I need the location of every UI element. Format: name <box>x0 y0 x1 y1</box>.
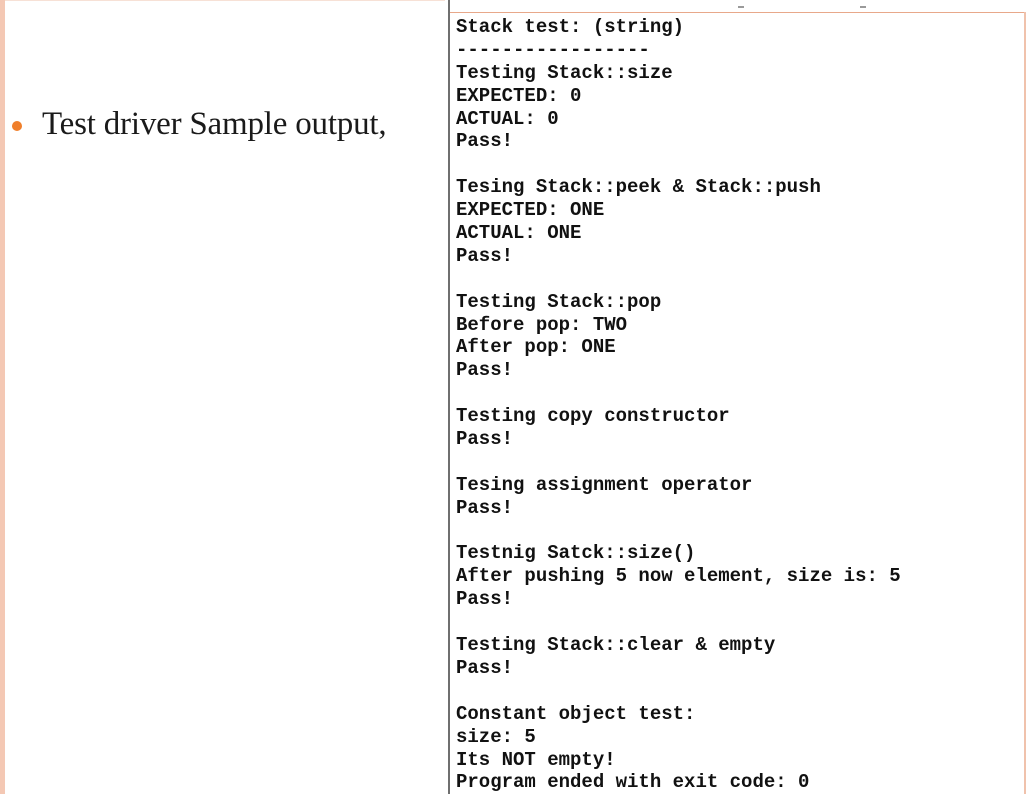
console-window-top-edge <box>450 12 1026 13</box>
console-line: Pass! <box>456 656 514 679</box>
console-line <box>456 153 901 176</box>
console-line: ACTUAL: 0 <box>456 107 559 130</box>
console-line: Program ended with exit code: 0 <box>456 771 810 794</box>
bullet-item <box>12 106 386 143</box>
console-line <box>456 611 901 634</box>
bullet-dot-icon <box>12 121 22 131</box>
console-line <box>456 680 901 703</box>
console-line: Tesing Stack::peek & Stack::push <box>456 176 821 199</box>
console-line: Pass! <box>456 496 514 519</box>
console-line: Pass! <box>456 428 514 451</box>
console-line <box>456 268 901 291</box>
console-line: size: 5 <box>456 725 536 748</box>
console-line: Pass! <box>456 130 514 153</box>
console-window-edge-mark <box>860 6 866 8</box>
console-line <box>456 382 901 405</box>
console-line: After pushing 5 now element, size is: 5 <box>456 565 901 588</box>
slide-left-border <box>0 0 5 794</box>
slide-top-border <box>5 0 445 1</box>
console-line: ----------------- <box>456 38 650 61</box>
console-window-edge-mark <box>738 6 744 8</box>
console-line <box>456 451 901 474</box>
bullet-text: Test driver Sample output, <box>42 106 387 142</box>
console-line: Testing copy constructor <box>456 405 730 428</box>
console-line: Pass! <box>456 588 514 611</box>
console-line: EXPECTED: ONE <box>456 199 605 222</box>
console-line: Testing Stack::pop <box>456 290 662 313</box>
console-line: Pass! <box>456 359 514 382</box>
console-line: Its NOT empty! <box>456 748 616 771</box>
console-line: EXPECTED: 0 <box>456 84 582 107</box>
console-line: Before pop: TWO <box>456 313 628 336</box>
console-line: Testing Stack::clear & empty <box>456 634 776 657</box>
console-line: Tesing assignment operator <box>456 473 753 496</box>
console-line <box>456 520 901 543</box>
console-line: Testing Stack::size <box>456 61 673 84</box>
console-line: Pass! <box>456 244 514 267</box>
console-line: After pop: ONE <box>456 336 616 359</box>
console-line: Constant object test: <box>456 702 696 725</box>
console-line: Stack test: (string) <box>456 16 685 38</box>
console-line: ACTUAL: ONE <box>456 222 582 245</box>
console-line: Testnig Satck::size() <box>456 542 696 565</box>
console-output-window[interactable] <box>448 0 1026 794</box>
console-output-text <box>456 16 901 794</box>
